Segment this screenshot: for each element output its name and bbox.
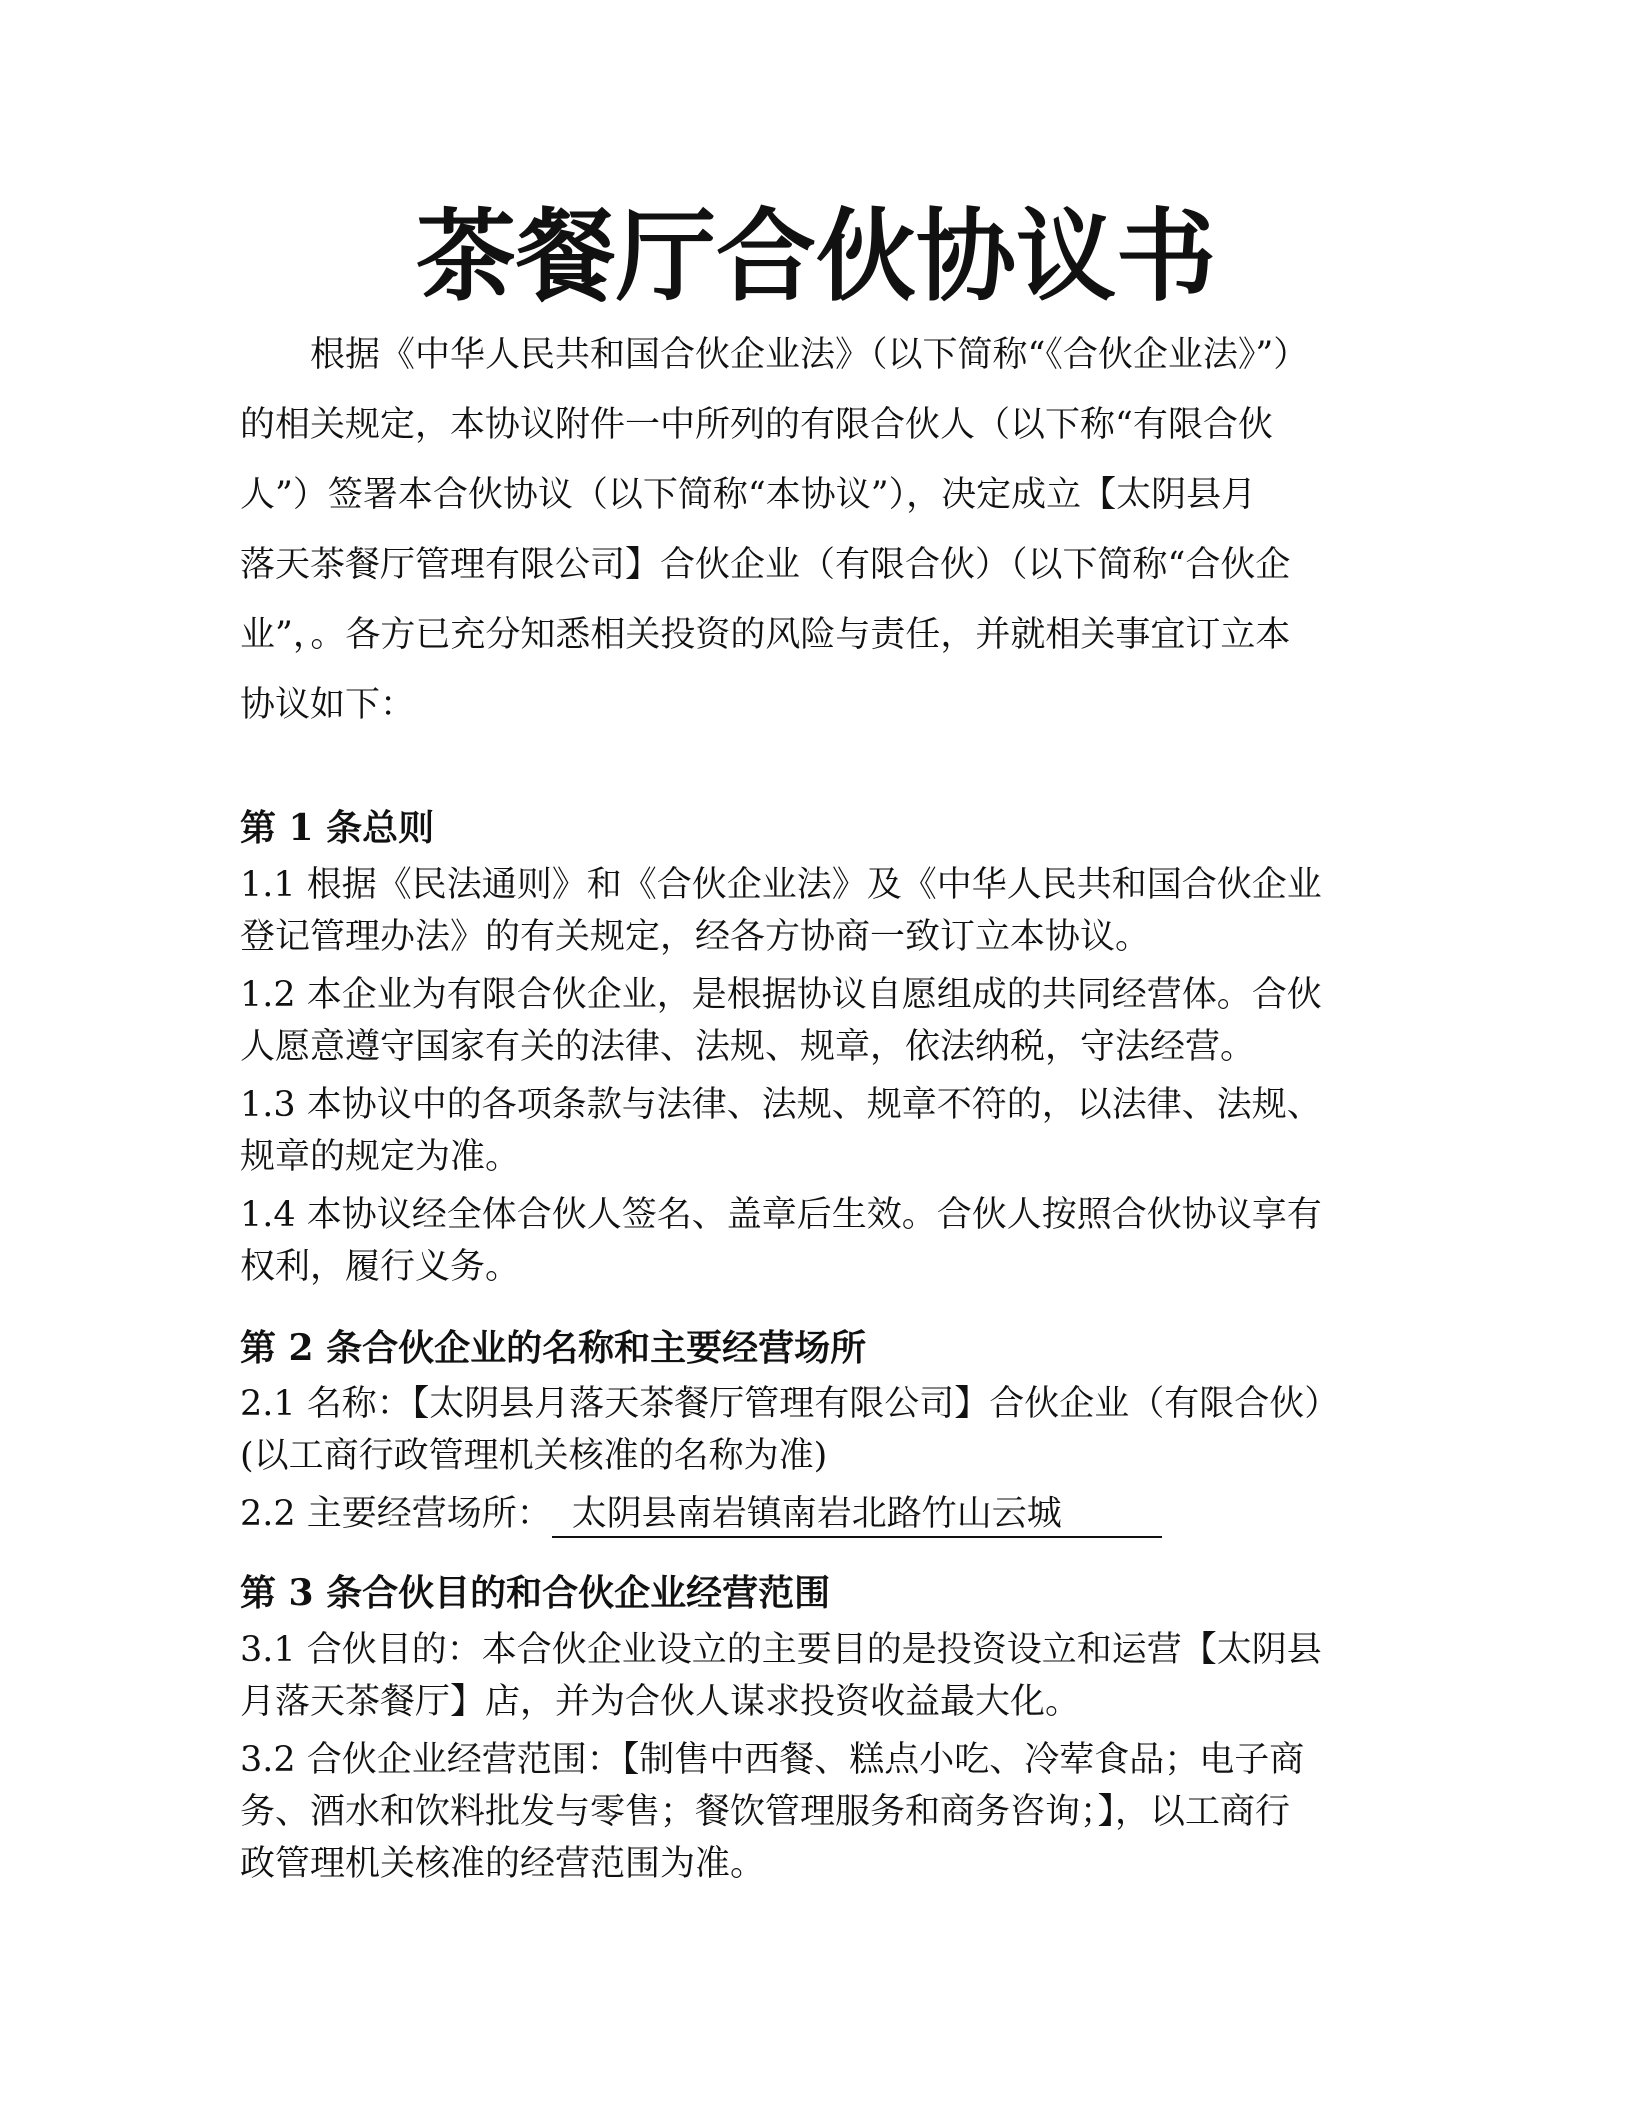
intro-line: 人”）签署本合伙协议（以下简称“本协议”），决定成立【太阴县月 (240, 475, 1257, 515)
article-2-heading: 第 2 条合伙企业的名称和主要经营场所 (240, 1327, 867, 1369)
place-value: 太阴县南岩镇南岩北路竹山云城 (571, 1494, 1062, 1534)
clause-line: 3.1 合伙目的：本合伙企业设立的主要目的是投资设立和运营【太阴县 (240, 1630, 1322, 1670)
clause-2-1 (240, 1378, 1339, 1482)
intro-line: 根据《中华人民共和国合伙企业法》（以下简称“《合伙企业法》”） (310, 335, 1309, 375)
intro-line: 落天茶餐厅管理有限公司】合伙企业（有限合伙）（以下简称“合伙企 (240, 545, 1291, 585)
intro-line: 协议如下： (240, 685, 416, 725)
clause-line: 规章的规定为准。 (240, 1137, 521, 1177)
intro-paragraph (240, 320, 1308, 740)
clause-3-1 (240, 1624, 1322, 1728)
clause-line: 1.3 本协议中的各项条款与法律、法规、规章不符的，以法律、法规、 (240, 1085, 1322, 1125)
article-1-heading: 第 1 条总则 (240, 807, 435, 849)
clause-1-2 (240, 969, 1322, 1073)
clause-line: 务、酒水和饮料批发与零售；餐饮管理服务和商务咨询；】，以工商行 (240, 1792, 1291, 1832)
intro-line: 业”，。各方已充分知悉相关投资的风险与责任，并就相关事宜订立本 (240, 615, 1291, 655)
clause-1-1 (240, 859, 1322, 963)
clause-line: 1.4 本协议经全体合伙人签名、盖章后生效。合伙人按照合伙协议享有 (240, 1195, 1322, 1235)
clause-3-2 (240, 1734, 1304, 1890)
clause-line: 登记管理办法》的有关规定，经各方协商一致订立本协议。 (240, 917, 1151, 957)
clause-line: 1.2 本企业为有限合伙企业，是根据协议自愿组成的共同经营体。合伙 (240, 975, 1322, 1015)
document-title: 茶餐厅合伙协议书 (416, 197, 1216, 315)
clause-line: 权利，履行义务。 (240, 1247, 521, 1287)
clause-line: 人愿意遵守国家有关的法律、法规、规章，依法纳税，守法经营。 (240, 1027, 1256, 1067)
clause-1-3 (240, 1079, 1322, 1183)
place-value-underlined (552, 1492, 1162, 1538)
clause-1-4 (240, 1189, 1322, 1293)
clause-2-2 (240, 1488, 1162, 1540)
clause-line: 2.1 名称：【太阴县月落天茶餐厅管理有限公司】合伙企业（有限合伙） (240, 1384, 1340, 1424)
clause-line: 1.1 根据《民法通则》和《合伙企业法》及《中华人民共和国合伙企业 (240, 865, 1322, 905)
intro-line: 的相关规定，本协议附件一中所列的有限合伙人（以下称“有限合伙 (240, 405, 1273, 445)
clause-line: 月落天茶餐厅】店，并为合伙人谋求投资收益最大化。 (240, 1682, 1081, 1722)
clause-line: (以工商行政管理机关核准的名称为准) (240, 1436, 828, 1476)
article-3-heading: 第 3 条合伙目的和合伙企业经营范围 (240, 1572, 831, 1614)
place-label: 2.2 主要经营场所： (240, 1494, 552, 1534)
clause-line: 政管理机关核准的经营范围为准。 (240, 1844, 766, 1884)
clause-line: 3.2 合伙企业经营范围：【制售中西餐、糕点小吃、冷荤食品；电子商 (240, 1740, 1305, 1780)
